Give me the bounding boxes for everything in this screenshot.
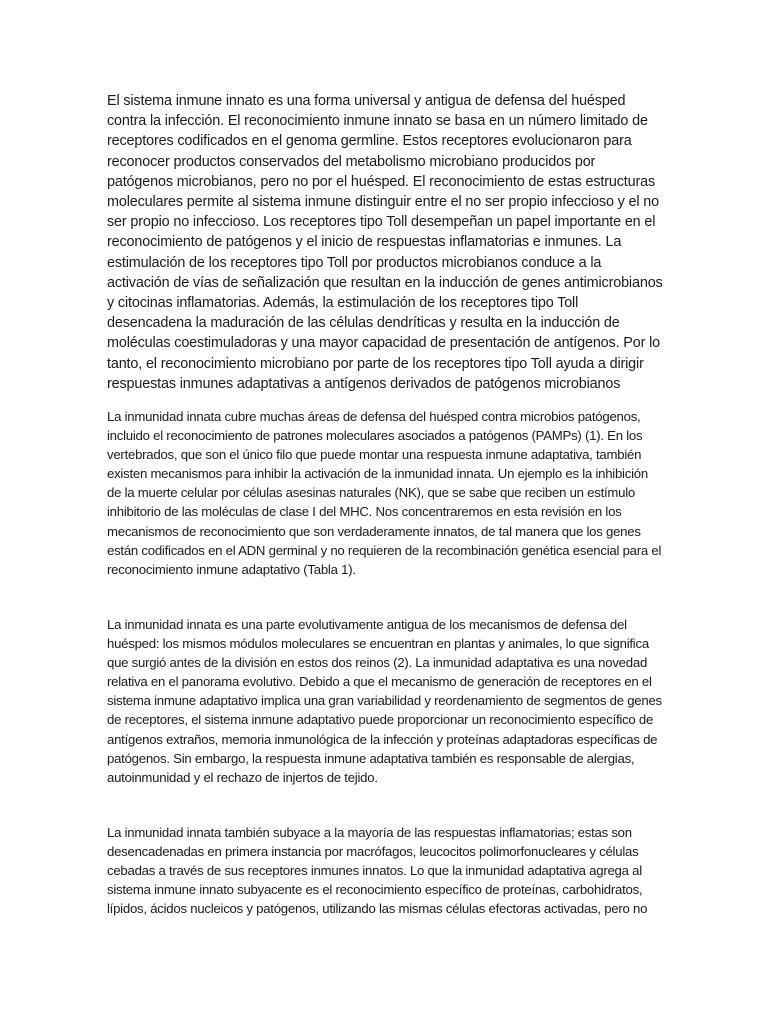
paragraph-innate-immune-system: El sistema inmune innato es una forma universal y antigua de defensa del huésped contra la infección. El reconocimiento inmune innato se basa en un número limitado de receptores codificados en el genoma germline. Estos receptores evolucionaron para reconocer productos conservados del metabolismo microbiano producidos por patógenos microbianos, pero no por el huésped. El reconocimiento de estas estructuras moleculares permite al sistema inmune distinguir entre el no ser propio infeccioso y el no ser propio no infeccioso. Los receptores tipo Toll desempeñan un papel importante en el reconocimiento de patógenos y el inicio de respuestas inflamatorias e inmunes. La estimulación de los receptores tipo Toll por productos microbianos conduce a la activación de vías de señalización que resultan en la inducción de genes antimicrobianos y citocinas inflamatorias. Además, la estimulación de los receptores tipo Toll desencadena la maduración de las células dendríticas y resulta en la inducción de moléculas coestimuladoras y una mayor capacidad de presentación de antígenos. Por lo tanto, el reconocimiento microbiano por parte de los receptores tipo Toll ayuda a dirigir respuestas inmunes adaptativas a antígenos derivados de patógenos microbianos (107, 93, 663, 392)
paragraph-evolutionary-origin: La inmunidad innata es una parte evolutivamente antigua de los mecanismos de defensa del huésped: los mismos módulos moleculares se encuentran en plantas y animales, lo que significa que surgió antes de la división en estos dos reinos (2). La inmunidad adaptativa es una novedad relativa en el panorama evolutivo. Debido a que el mecanismo de generación de receptores en el sistema inmune adaptativo implica una gran variabilidad y reordenamiento de segmentos de genes de receptores, el sistema inmune adaptativo puede proporcionar un reconocimiento específico de antígenos extraños, memoria inmunológica de la infección y proteínas adaptadoras específicas de patógenos. Sin embargo, la respuesta inmune adaptativa también es responsable de alergias, autoinmunidad y el rechazo de injertos de tejido. (107, 617, 662, 785)
paragraph-innate-immunity-areas: La inmunidad innata cubre muchas áreas de defensa del huésped contra microbios patógenos, incluido el reconocimiento de patrones moleculares asociados a patógenos (PAMPs) (1). En los vertebrados, que son el único filo que puede montar una respuesta inmune adaptativa, también existen mecanismos para inhibir la activación de la inmunidad innata. Un ejemplo es la inhibición de la muerte celular por células asesinas naturales (NK), que se sabe que reciben un estímulo inhibitorio de las moléculas de clase I del MHC. Nos concentraremos en esta revisión en los mecanismos de reconocimiento que son verdaderamente innatos, de tal manera que los genes están codificados en el ADN germinal y no requieren de la recombinación genética esencial para el reconocimiento inmune adaptativo (Tabla 1). (107, 409, 662, 577)
paragraph-inflammatory-responses: La inmunidad innata también subyace a la mayoría de las respuestas inflamatorias; estas son desencadenadas en primera instancia por macrófagos, leucocitos polimorfonucleares y células cebadas a través de sus receptores inmunes innatos. Lo que la inmunidad adaptativa agrega al sistema inmune innato subyacente es el reconocimiento específico de proteínas, carbohidratos, lípidos, ácidos nucleicos y patógenos, utilizando las mismas células efectoras activadas, pero no (107, 825, 648, 917)
